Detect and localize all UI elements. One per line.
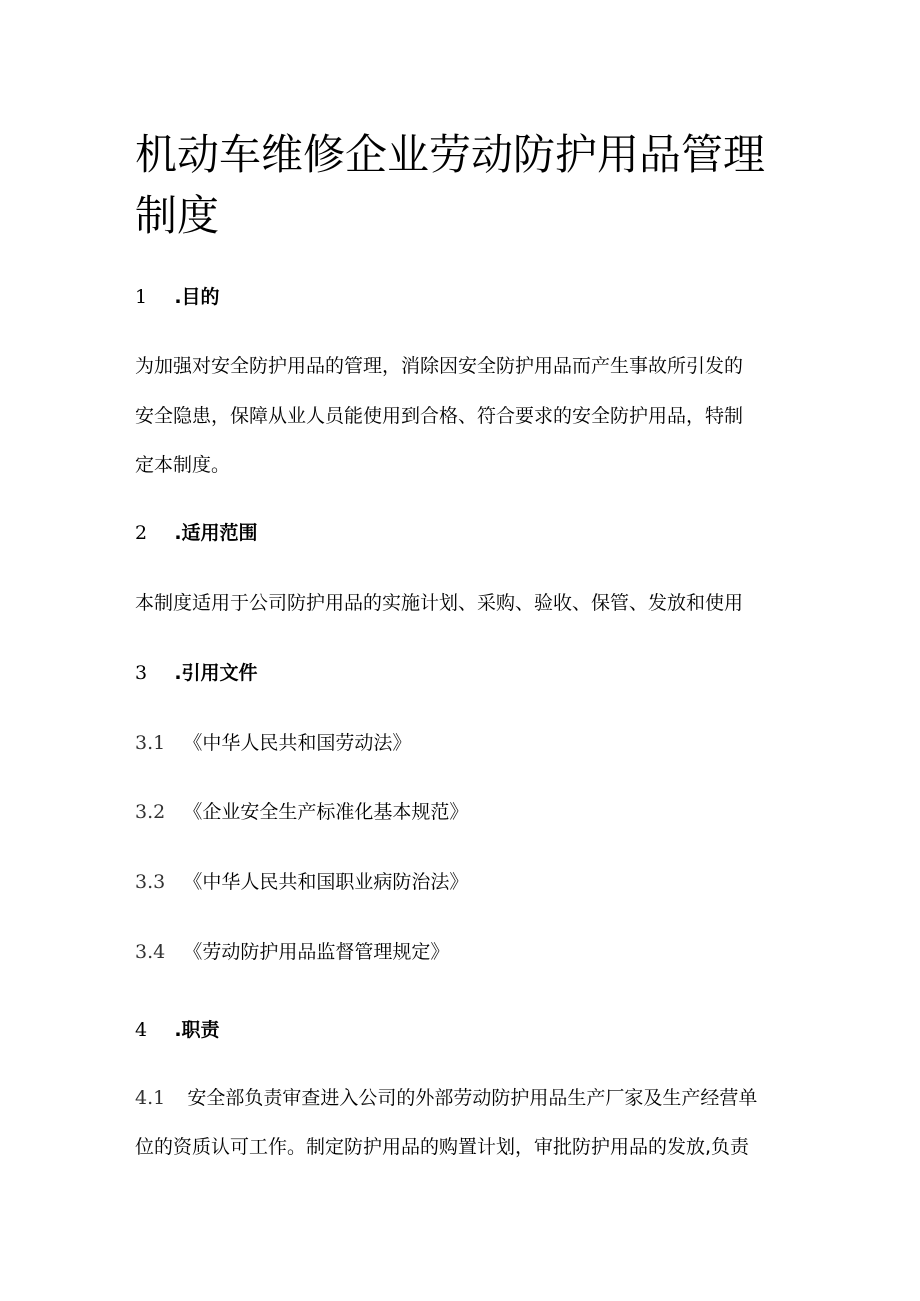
reference-text: 《中华人民共和国劳动法》 <box>183 732 412 754</box>
section-heading-responsibilities <box>135 1021 220 1040</box>
reference-number: 3.3 <box>135 871 166 893</box>
section-heading-scope <box>135 524 258 543</box>
reference-number: 3.1 <box>135 732 166 754</box>
purpose-paragraph-line: 定本制度。 <box>135 454 231 476</box>
section-heading-purpose <box>135 288 220 307</box>
reference-item <box>135 734 411 753</box>
reference-item <box>135 943 449 962</box>
responsibility-number: 4.1 <box>135 1087 166 1109</box>
section-number: 4 <box>135 1019 148 1041</box>
reference-text: 《企业安全生产标准化基本规范》 <box>183 801 469 823</box>
section-label: .引用文件 <box>174 662 258 684</box>
reference-number: 3.4 <box>135 941 166 963</box>
scope-paragraph: 本制度适用于公司防护用品的实施计划、采购、验收、保管、发放和使用 <box>135 592 744 614</box>
section-heading-references <box>135 664 258 683</box>
section-number: 3 <box>135 662 148 684</box>
document-title-line1: 机动车维修企业劳动防护用品管理 <box>135 130 766 179</box>
section-label: .适用范围 <box>174 522 258 544</box>
responsibility-paragraph-line <box>135 1089 795 1108</box>
reference-item <box>135 803 468 822</box>
responsibility-paragraph-line: 位的资质认可工作。制定防护用品的购置计划，审批防护用品的发放,负责 <box>135 1136 750 1158</box>
purpose-paragraph-line: 为加强对安全防护用品的管理，消除因安全防护用品而产生事故所引发的 <box>135 355 744 377</box>
document-title-line2: 制度 <box>135 191 220 240</box>
section-label: .目的 <box>174 286 220 308</box>
section-label: .职责 <box>174 1019 220 1041</box>
reference-text: 《劳动防护用品监督管理规定》 <box>183 941 450 963</box>
section-number: 1 <box>135 286 148 308</box>
reference-number: 3.2 <box>135 801 166 823</box>
section-number: 2 <box>135 522 148 544</box>
reference-text: 《中华人民共和国职业病防治法》 <box>183 871 469 893</box>
responsibility-text: 安全部负责审查进入公司的外部劳动防护用品生产厂家及生产经营单 <box>187 1087 758 1109</box>
reference-item <box>135 873 468 892</box>
purpose-paragraph-line: 安全隐患，保障从业人员能使用到合格、符合要求的安全防护用品，特制 <box>135 405 744 427</box>
